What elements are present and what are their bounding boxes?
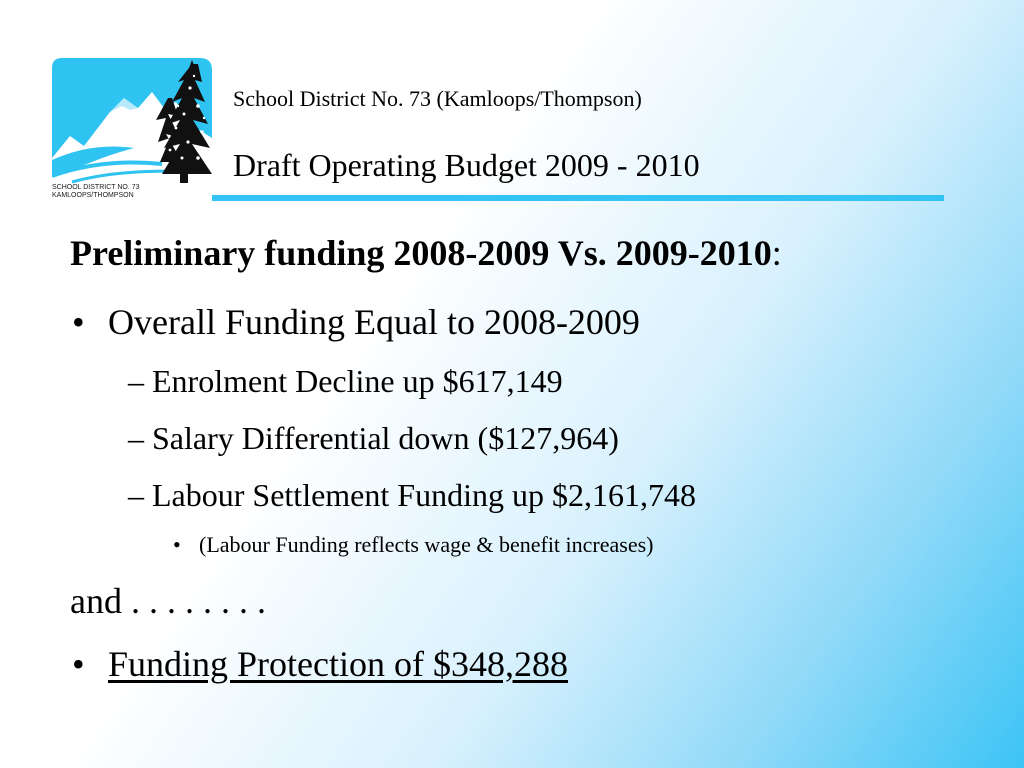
slide-title: Draft Operating Budget 2009 - 2010 (233, 147, 700, 183)
sub-item-text: Enrolment Decline up $617,149 (152, 363, 563, 399)
sub-item-text: Salary Differential down ($127,964) (152, 420, 619, 456)
note-labour-funding (173, 532, 654, 558)
sub-item-labour (128, 477, 696, 514)
title-divider (212, 195, 944, 201)
bullet-overall-funding (72, 301, 640, 343)
organization-name: School District No. 73 (Kamloops/Thompson) (233, 86, 642, 111)
school-district-logo-icon (52, 58, 212, 204)
section-heading-colon: : (771, 233, 782, 273)
section-heading-text: Preliminary funding 2008-2009 Vs. 2009-2010 (70, 233, 772, 273)
logo-caption-line2: KAMLOOPS/THOMPSON (52, 192, 134, 199)
note-text: (Labour Funding reflects wage & benefit increases) (199, 532, 654, 557)
and-continuation: and . . . . . . . . (70, 581, 266, 621)
dash-glyph: – (128, 363, 144, 399)
bullet-funding-protection (72, 643, 568, 685)
bullet-glyph: • (72, 644, 85, 684)
logo-caption-line1: SCHOOL DISTRICT NO. 73 (52, 184, 140, 191)
dash-glyph: – (128, 477, 144, 513)
sub-item-text: Labour Settlement Funding up $2,161,748 (152, 477, 696, 513)
bullet-text: Overall Funding Equal to 2008-2009 (108, 302, 640, 342)
bullet-text-underlined: Funding Protection of $348,288 (108, 644, 568, 684)
section-heading (70, 232, 782, 274)
sub-item-salary (128, 420, 619, 457)
dash-glyph: – (128, 420, 144, 456)
school-district-logo (52, 58, 212, 204)
bullet-glyph: • (173, 532, 181, 557)
bullet-glyph: • (72, 302, 85, 342)
sub-item-enrolment (128, 363, 563, 400)
